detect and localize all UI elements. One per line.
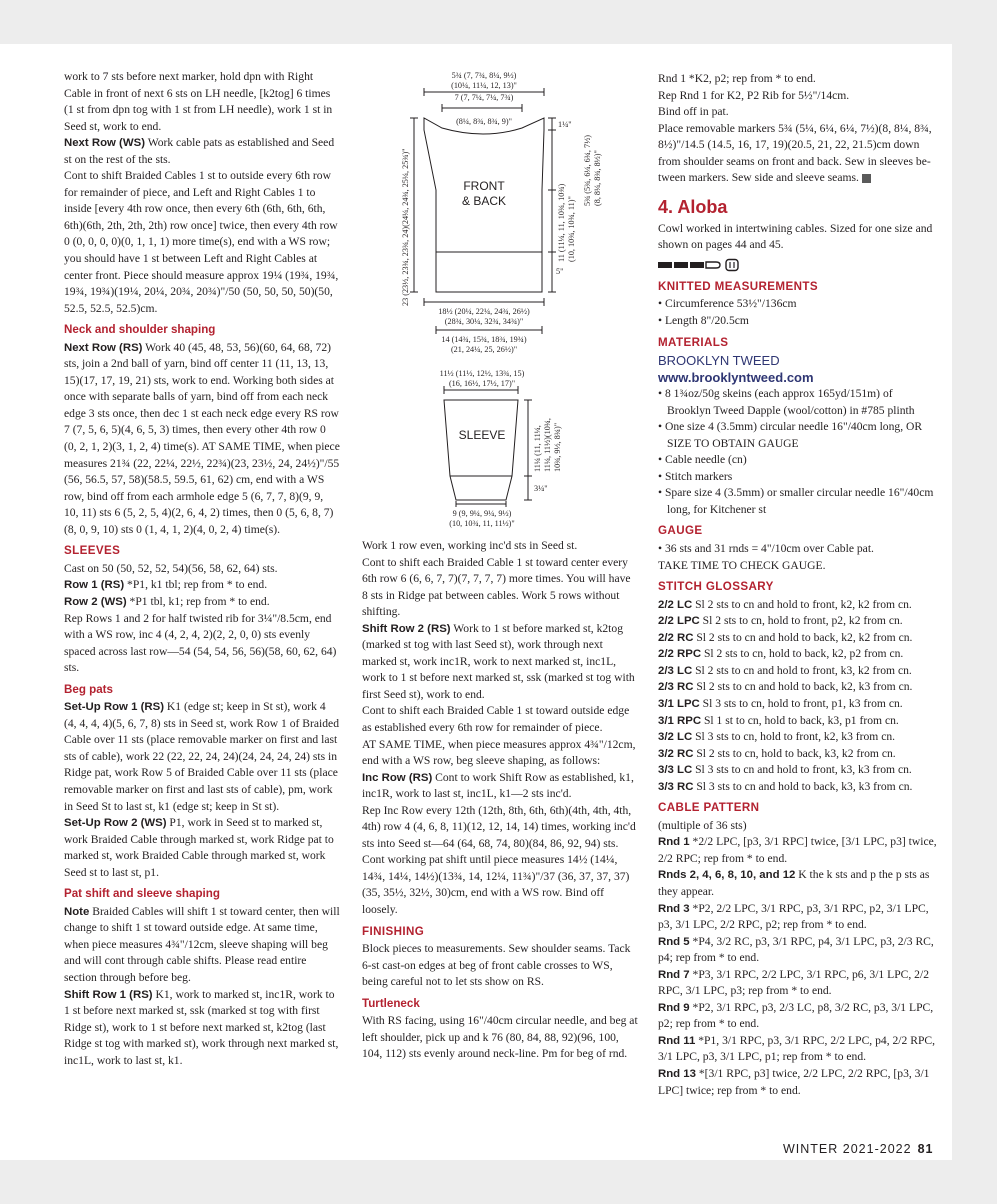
list-item <box>658 934 938 967</box>
paragraph <box>362 621 638 704</box>
term-label: 2/2 LPC <box>658 615 700 628</box>
term-text: Sl 2 sts to cn, hold to back, k2, p2 from cn. <box>701 647 904 661</box>
dim-hem-width: 14 (14¾, 15¾, 18¾, 19¾) <box>441 335 527 344</box>
list-item <box>658 1000 938 1033</box>
term-text: *P1, 3/1 RPC, p3, 3/1 RPC, 2/2 LPC, p4, 2/2 RPC, 3/1 LPC, p3, 3/1 LPC, p1; rep from * to end. <box>658 1033 936 1064</box>
term-text: K the k sts and p the p sts as they appear. <box>658 868 930 898</box>
row-label: Row 2 (WS) <box>64 595 127 608</box>
list-item <box>658 663 938 680</box>
term-label: 3/3 RC <box>658 780 694 793</box>
term-text: Sl 2 sts to cn and hold to front, k3, k2 from cn. <box>692 663 912 677</box>
dim-cuff: 3¼" <box>534 484 548 493</box>
list-item: • 36 sts and 31 rnds = 4"/10cm over Cable pat. <box>658 542 874 556</box>
section-heading-sleeves: SLEEVES <box>64 544 121 558</box>
term-text: *P4, 3/2 RC, p3, 3/1 RPC, p4, 3/1 LPC, p3, 2/3 RC, p4; rep from * to end. <box>658 934 934 965</box>
dim-hem-width-2: (21, 24¼, 25, 26½)" <box>450 345 518 354</box>
list-item <box>658 1066 938 1099</box>
section-heading-finishing: FINISHING <box>362 924 425 938</box>
list-item <box>658 834 938 867</box>
page-number: 81 <box>917 1142 934 1156</box>
dim-armhole-2: (8, 8¼, 8¾, 8½)" <box>593 150 602 206</box>
term-text: Sl 1 st to cn, hold to back, k3, p1 from cn. <box>701 713 899 727</box>
dim-sleeve-length-3: 10¾, 9½, 8¾)" <box>553 422 562 472</box>
section-heading-cable-pattern: CABLE PATTERN <box>658 801 760 815</box>
term-text: Sl 3 sts to cn, hold to front, p1, k3 from cn. <box>699 696 903 710</box>
list-item <box>658 746 938 763</box>
paragraph: Block pieces to measurements. Sew shoulder seams. Tack 6-st cast-on edges at beg of front cable crosses to WS, being careful not to let sts show on RS. <box>362 942 631 989</box>
section-heading-stitch-glossary: STITCH GLOSSARY <box>658 580 774 594</box>
yarn-brand: BROOKLYN TWEED <box>658 353 780 369</box>
label-back: & BACK <box>461 194 507 208</box>
list-item: • Spare size 4 (3.5mm) or smaller circular needle 16"/40cm long, for Kitchener st <box>658 486 934 516</box>
paragraph <box>64 577 340 594</box>
row-text: Work 40 (45, 48, 53, 56)(60, 64, 68, 72) sts, join a 2nd ball of yarn, bind off center 11 (11, 13, 13, 15)(17, 17, 19, 21) sts, work to end. Working both sides at once with separate balls of yarn, bind off from each neck edge 3 sts once, then dec 1 st each neck edge every RS row 7 (7, 5, 6, 5)(4, 6, 5, 3) times, then every other 4th row 0 (0, 2, 1, 2)(3, 1, 2, 4) time(s). AT SAME TIME, when piece measures 21¾ (22, 22¼, 22½, 22¾)(23, 23½, 24, 24½)"/55 (56, 56.5, 57, 58)(58.5, 59.5, 61, 62) cm, end with a WS row, bind off from each armhole edge 5 (6, 7, 7, 8)(9, 9, 10, 11) sts 6 (5, 2, 5, 4)(2, 6, 4, 2) times, then 0 (5, 6, 8, 7)(8, 0, 9, 10) sts 0 (1, 4, 1, 2)(4, 0, 2, 4) time(s). <box>64 340 340 536</box>
yarn-brand-url[interactable]: www.brooklyntweed.com <box>658 370 814 386</box>
dim-sleeve-length-2: 11¼, 11½)(10¾, <box>543 418 552 472</box>
paragraph <box>64 987 340 1070</box>
column-right <box>658 71 938 1099</box>
row-label: Note <box>64 905 90 918</box>
paragraph: Cont to shift Braided Cables 1 st to outside every 6th row for remainder of piece, and Left and Right Cables 1 to inside [every 4th row once, then every 6th (6th, 6th, 6th, 6th)(6th, 2th, 2th, 2th) row once] twice, then every 4th row 0 (0, 0, 0, 0)(0, 1, 1, 1) more time(s), end with a WS row; you should have 1 st between Left and Right Cables at center front. Piece should measure approx 19¼ (19¾, 19¾, 19¾, 19¾)(19¼, 20¼, 20¾, 20¾)"/50 (50, 50, 50, 50)(50, 52.5, 52.5, 52.5)cm. <box>64 169 339 315</box>
row-label: Set-Up Row 1 (RS) <box>64 701 164 714</box>
term-label: 2/2 RC <box>658 631 694 644</box>
row-text: Work cable pats as established and Seed st on the rest of the sts. <box>64 136 335 166</box>
term-label: 3/3 LC <box>658 764 693 777</box>
paragraph: Cont working pat shift until piece measures 14½ (14¼, 14¾, 14¼, 14½)(13¾, 14, 12¼, 11¾)"/37 (36, 37, 37, 37)(35, 35½, 32½, 30)cm, end with a WS row. Bind off loosely. <box>362 853 630 917</box>
list-item <box>658 967 938 1000</box>
list-item <box>658 1033 938 1066</box>
list-item: • Length 8"/20.5cm <box>658 314 749 328</box>
term-label: 2/3 LC <box>658 664 693 677</box>
term-text: Sl 2 sts to cn and hold to back, k2, k2 from cn. <box>693 630 913 644</box>
row-text: Work to 1 st before marked st, k2tog (marked st tog with last Seed st), work through next marked st, work inc1R, work to next marked st, inc1L, work to 1 st before next marked st, ssk (marked st tog with first Seed st), work to end. <box>362 621 635 701</box>
dim-armhole: 5¾ (5¾, 6¼, 6¾, 7½) <box>583 135 592 206</box>
paragraph <box>658 121 938 187</box>
row-label: Row 1 (RS) <box>64 579 125 592</box>
term-label: Rnds 2, 4, 6, 8, 10, and 12 <box>658 869 796 882</box>
dim-total-length: 23 (23½, 23¾, 23¾, 24)(24¼, 24¾, 25¼, 25¾)" <box>401 148 410 306</box>
dim-rib: 5" <box>556 267 564 276</box>
dim-sleeve-length: 11¼ (11, 11¼, <box>533 425 542 472</box>
paragraph <box>64 594 340 611</box>
paragraph <box>64 135 340 168</box>
term-text: Sl 2 sts to cn and hold to back, k2, k3 from cn. <box>693 680 913 694</box>
list-item <box>658 762 938 779</box>
skill-level-bar-icon <box>658 258 938 274</box>
paragraph: Work 1 row even, working inc'd sts in Seed st. <box>362 539 578 552</box>
list-item <box>658 901 938 934</box>
row-text: Braided Cables will shift 1 st toward center, then will change to shift 1 st toward outside edge. At same time, when piece measures 4¾"/12cm, sleeve shaping will beg and will cont through cable shifts. Please read entire section through before beg. <box>64 904 340 984</box>
paragraph: Cast on 50 (50, 52, 52, 54)(56, 58, 62, 64) sts. <box>64 561 278 575</box>
list-item: • 8 1¾oz/50g skeins (each approx 165yd/151m) of Brooklyn Tweed Dapple (wool/cotton) in #785 plinth <box>658 387 915 417</box>
row-text: Place removable markers 5¾ (5¼, 6¼, 6¼, 7½)(8, 8¼, 8¾, 8½)"/14.5 (14.5, 16, 17, 19)(20.5, 21, 22, 21.5)cm down from shoulder seams on front and back. Sew in sleeves be-tween markers. Sew side and sleeve seams. <box>658 121 932 185</box>
row-label: Next Row (RS) <box>64 341 143 354</box>
term-label: Rnd 11 <box>658 1034 696 1047</box>
term-text: Sl 2 sts to cn, hold to front, p2, k2 from cn. <box>699 614 903 628</box>
row-text: K1, work to marked st, inc1R, work to 1 st before next marked st, ssk (marked st tog with first Ridge st), work to 1 st before next marked st, k2tog (last Ridge st tog with marked st), work through next marked st, inc1L, work to last st, k1. <box>64 987 339 1067</box>
term-label: 2/3 RC <box>658 681 694 694</box>
term-label: Rnd 1 <box>658 836 690 849</box>
list-item <box>658 646 938 663</box>
dim-top-width-2: (10¼, 11¼, 12, 13)" <box>451 81 517 90</box>
paragraph <box>362 770 638 803</box>
paragraph <box>64 815 340 881</box>
term-label: Rnd 13 <box>658 1067 696 1080</box>
paragraph <box>64 699 340 815</box>
row-text: Cont to work Shift Row as established, k1, inc1R, work to last st, inc1L, k1—2 sts inc'd. <box>362 770 634 801</box>
term-label: Rnd 5 <box>658 935 690 948</box>
paragraph: TAKE TIME TO CHECK GAUGE. <box>658 558 826 572</box>
end-mark-icon <box>862 174 871 183</box>
row-label: Set-Up Row 2 (WS) <box>64 817 167 830</box>
term-label: Rnd 3 <box>658 902 690 915</box>
row-label: Inc Row (RS) <box>362 771 433 784</box>
list-item <box>658 679 938 696</box>
paragraph <box>64 340 340 539</box>
list-item <box>658 713 938 730</box>
term-text: *P2, 3/1 RPC, p3, 2/3 LC, p8, 3/2 RC, p3, 3/1 LPC, p2; rep from * to end. <box>658 1000 934 1031</box>
issue-label: WINTER 2021-2022 <box>783 1142 912 1156</box>
term-label: Rnd 7 <box>658 968 690 981</box>
list-item: • Cable needle (cn) <box>658 453 747 467</box>
section-heading-gauge: GAUGE <box>658 524 703 538</box>
term-text: Sl 2 sts to cn, hold to back, k3, k2 from cn. <box>693 746 896 760</box>
list-item <box>658 779 938 796</box>
dim-bottom-width: 18½ (20¼, 22¼, 24¾, 26½) <box>438 307 530 316</box>
paragraph: Rnd 1 *K2, p2; rep from * to end. <box>658 72 816 85</box>
dim-neck-width: 7 (7, 7¼, 7¼, 7¾) <box>454 93 514 102</box>
dim-sleeve-bottom-2: (10, 10¾, 11, 11½)" <box>449 519 515 528</box>
term-text: *[3/1 RPC, p3] twice, 2/2 LPC, 2/2 RPC, [p3, 3/1 LPC] twice; rep from * to end. <box>658 1066 930 1097</box>
pattern-intro: Cowl worked in intertwining cables. Sized for one size and shown on pages 44 and 45. <box>658 221 933 252</box>
list-item <box>658 696 938 713</box>
section-heading-materials: MATERIALS <box>658 335 729 349</box>
pattern-title: 4. Aloba <box>658 196 728 217</box>
cable-rounds-list <box>658 834 938 1099</box>
label-sleeve: SLEEVE <box>458 428 506 442</box>
row-label: Shift Row 1 (RS) <box>64 988 153 1001</box>
row-label: Next Row (WS) <box>64 137 145 150</box>
term-label: 2/2 LC <box>658 598 693 611</box>
list-item: • One size 4 (3.5mm) circular needle 16"/40cm long, OR SIZE TO OBTAIN GAUGE <box>658 420 923 450</box>
row-text: P1, work in Seed st to marked st, work Braided Cable through marked st, work Ridge pat to marked st, work Braided Cable through marked st, work Seed st to last st, p1. <box>64 816 334 879</box>
section-heading-measurements: KNITTED MEASUREMENTS <box>658 279 819 293</box>
section-heading-neck: Neck and shoulder shaping <box>64 323 216 337</box>
label-front: FRONT <box>463 179 505 193</box>
dim-side-2: (10, 10¾, 10¾, 11)" <box>567 196 576 262</box>
paragraph: Rep Rows 1 and 2 for half twisted rib for 3¼"/8.5cm, end with a WS row, inc 4 (4, 2, 4, 2)(2, 2, 0, 0) sts evenly spaced across last row—54 (54, 54, 56, 56)(58, 60, 62, 64) sts. <box>64 611 337 675</box>
paragraph: Rep Inc Row every 12th (12th, 8th, 6th, 6th)(4th, 4th, 4th, 4th) row 4 (4, 6, 8, 11)(12, 12, 14, 14) times, working inc'd sts into Seed st—64 (64, 68, 74, 80)(84, 86, 92, 94) sts. <box>362 803 636 850</box>
term-text: Sl 3 sts to cn, hold to front, k2, k3 from cn. <box>692 730 896 744</box>
term-label: 3/2 RC <box>658 747 694 760</box>
paragraph: Rep Rnd 1 for K2, P2 Rib for 5½"/14cm. <box>658 88 850 102</box>
term-text: *2/2 LPC, [p3, 3/1 RPC] twice, [3/1 LPC, p3] twice, 2/2 RPC; rep from * to end. <box>658 835 937 865</box>
list-item: • Stitch markers <box>658 469 733 483</box>
paragraph: Bind off in pat. <box>658 105 729 119</box>
term-text: Sl 3 sts to cn and hold to front, k3, k3 from cn. <box>692 763 912 777</box>
term-text: *P2, 2/2 LPC, 3/1 RPC, p3, 3/1 RPC, p2, 3/1 LPC, p3, 3/1 LPC, 2/2 RPC, p2; rep from * to end. <box>658 901 929 932</box>
term-text: *P3, 3/1 RPC, 2/2 LPC, 3/1 RPC, p6, 3/1 LPC, 2/2 RPC, 3/1 LPC, p3; rep from * to end. <box>658 967 929 998</box>
paragraph: With RS facing, using 16"/40cm circular needle, and beg at left shoulder, pick up and k 76 (80, 84, 88, 92)(96, 100, 104, 112) sts evenly around neck-line. Pm for beg of rnd. <box>362 1014 638 1061</box>
schematic-front-back <box>392 66 622 356</box>
list-item <box>658 729 938 746</box>
paragraph <box>64 904 340 987</box>
row-label: Shift Row 2 (RS) <box>362 622 451 635</box>
list-item: • Circumference 53½"/136cm <box>658 297 797 311</box>
column-middle <box>362 538 638 1063</box>
term-label: 2/2 RPC <box>658 648 702 661</box>
dim-neck-width-2: (8¼, 8¾, 8¾, 9)" <box>456 117 512 126</box>
list-item <box>658 597 938 614</box>
dim-bottom-width-2: (28¾, 30¼, 32¾, 34¾)" <box>444 317 524 326</box>
section-heading-pat-shift: Pat shift and sleeve shaping <box>64 887 220 901</box>
column-left <box>64 69 340 1069</box>
section-heading-turtleneck: Turtleneck <box>362 996 420 1010</box>
paragraph: Cont to shift each Braided Cable 1 st toward outside edge as established every 6th row for remainder of piece. <box>362 704 630 735</box>
stitch-glossary-list <box>658 597 938 796</box>
row-text: *P1, k1 tbl; rep from * to end. <box>124 578 268 592</box>
term-text: Sl 2 sts to cn and hold to front, k2, k2 from cn. <box>692 597 912 611</box>
dim-side: 11 (11¼, 11, 10¾, 10¾) <box>557 183 566 262</box>
dim-sleeve-bottom: 9 (9, 9¼, 9¼, 9½) <box>452 509 512 518</box>
dim-sleeve-top: 11½ (11½, 12½, 13¾, 15) <box>439 369 525 378</box>
section-heading-beg-pats: Beg pats <box>64 682 113 696</box>
list-item <box>658 867 938 900</box>
dim-shoulder: 1¼" <box>558 120 572 129</box>
paragraph: Cont to shift each Braided Cable 1 st toward center every 6th row 6 (6, 6, 7, 7)(7, 7, 7, 7) more times. You will have 8 sts in Ridge pat between cables. Work 5 rows without shifting. <box>362 555 631 619</box>
schematic-sleeve <box>412 366 582 532</box>
term-text: Sl 3 sts to cn and hold to back, k3, k3 from cn. <box>693 779 913 793</box>
paragraph: work to 7 sts before next marker, hold dpn with Right Cable in front of next 6 sts on LH needle, [k2tog] 6 times (1 st from dpn tog with 1 st from LH needle), work 1 st in Seed st, work to end. <box>64 70 333 133</box>
page-footer <box>783 1142 933 1156</box>
term-label: 3/1 LPC <box>658 697 700 710</box>
term-label: 3/2 LC <box>658 731 693 744</box>
paragraph: AT SAME TIME, when piece measures approx 4¾"/12cm, end with a WS row, beg sleeve shaping, as follows: <box>362 737 636 768</box>
dim-top-width: 5¾ (7, 7¾, 8¼, 9½) <box>451 71 517 80</box>
term-label: 3/1 RPC <box>658 714 702 727</box>
paragraph: (multiple of 36 sts) <box>658 818 747 832</box>
list-item <box>658 630 938 647</box>
row-text: *P1 tbl, k1; rep from * to end. <box>126 594 270 608</box>
list-item <box>658 613 938 630</box>
dim-sleeve-top-2: (16, 16½, 17½, 17)" <box>448 379 516 388</box>
row-text: K1 (edge st; keep in St st), work 4 (4, 4, 4, 4)(5, 6, 7, 8) sts in Seed st, work Row 1 of Braided Cable over 11 sts (place removable marker on first and last sts of cable), work 22 (22, 22, 24, 24)(24, 24, 24, 24) sts in Ridge pat, work Row 5 of Braided Cable over 11 sts (place removable marker on first and last sts of cable), pm, work in Seed St to last st, k1 (edge st; keep in St st). <box>64 700 340 813</box>
term-label: Rnd 9 <box>658 1001 690 1014</box>
